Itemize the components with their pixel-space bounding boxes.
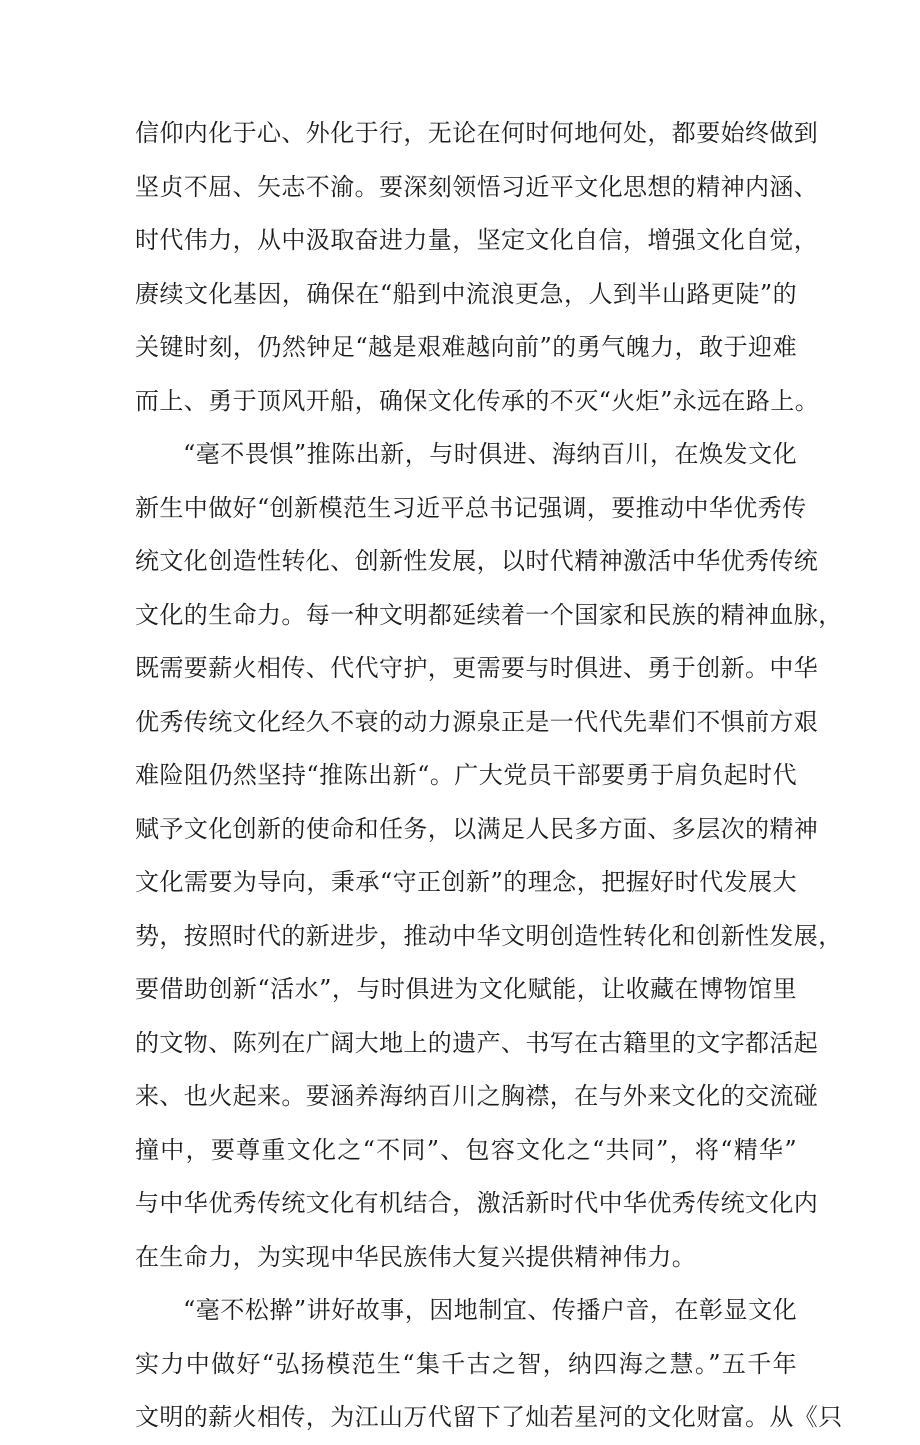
text-line: 难险阻仍然坚持“推陈出新“。广大党员干部要勇于肩负起时代 xyxy=(135,761,797,789)
text-line: 时代伟力，从中汲取奋进力量，坚定文化自信，增强文化自觉， xyxy=(135,226,819,254)
text-line: 坚贞不屈、矢志不渝。要深刻领悟习近平文化思想的精神内涵、 xyxy=(135,172,819,201)
text-line: 撞中，要尊重文化之“不同”、包容文化之“共同”，将“精华” xyxy=(135,1135,797,1164)
text-line: 在生命力，为实现中华民族伟大复兴提供精神伟力。 xyxy=(135,1242,697,1271)
text-line: 与中华优秀传统文化有机结合，激活新时代中华优秀传统文化内 xyxy=(135,1189,819,1217)
text-line: 文化的生命力。每一种文明都延续着一个国家和民族的精神血脉， xyxy=(135,600,843,629)
text-line: 关键时刻，仍然钟足“越是艰难越向前”的勇气魄力，敢于迎难 xyxy=(135,333,797,361)
text-line: 文化需要为导向，秉承“守正创新”的理念，把握好时代发展大 xyxy=(135,868,797,896)
paragraph-first-line: “毫不松擀”讲好故事，因地制宜、传播户音，在彰显文化 xyxy=(183,1296,797,1324)
text-line: 赓续文化基因，确保在“船到中流浪更急，人到半山路更陡”的 xyxy=(135,279,797,308)
text-line: 来、也火起来。要涵养海纳百川之胸襟，在与外来文化的交流碰 xyxy=(135,1082,819,1110)
text-line: 的文物、陈列在广阔大地上的遗产、书写在古籍里的文字都活起 xyxy=(135,1028,819,1057)
text-line: 优秀传统文化经久不衰的动力源泉正是一代代先辈们不惧前方艰 xyxy=(135,707,819,736)
text-line: 势，按照时代的新进步，推动中华文明创造性转化和创新性发展， xyxy=(135,921,843,950)
paragraph-first-line: “毫不畏惧”推陈出新，与时俱进、海纳百川，在焕发文化 xyxy=(183,440,797,468)
text-line: 新生中做好“创新模范生习近平总书记强调，要推动中华优秀传 xyxy=(135,493,807,522)
text-line: 赋予文化创新的使命和任务，以满足人民多方面、多层次的精神 xyxy=(135,814,819,843)
body-text xyxy=(135,107,843,1445)
text-line: 信仰内化于心、外化于行，无论在何时何地何处，都要始终做到 xyxy=(135,119,819,147)
text-line: 既需要薪火相传、代代守护，更需要与时俱进、勇于创新。中华 xyxy=(135,654,819,682)
text-line: 文明的薪火相传，为江山万代留下了灿若星河的文化财富。从《只 xyxy=(135,1403,843,1431)
text-line: 而上、勇于顶风开船，确保文化传承的不灭“火炬”永远在路上。 xyxy=(135,386,820,415)
text-line: 统文化创造性转化、创新性发展，以时代精神激活中华优秀传统 xyxy=(135,547,819,575)
text-line: 要借助创新“活水”，与时俱进为文化赋能，让收藏在博物馆里 xyxy=(135,975,797,1003)
text-line: 实力中做好“弘扬模范生“集千古之智，纳四海之慧。”五千年 xyxy=(135,1349,797,1378)
